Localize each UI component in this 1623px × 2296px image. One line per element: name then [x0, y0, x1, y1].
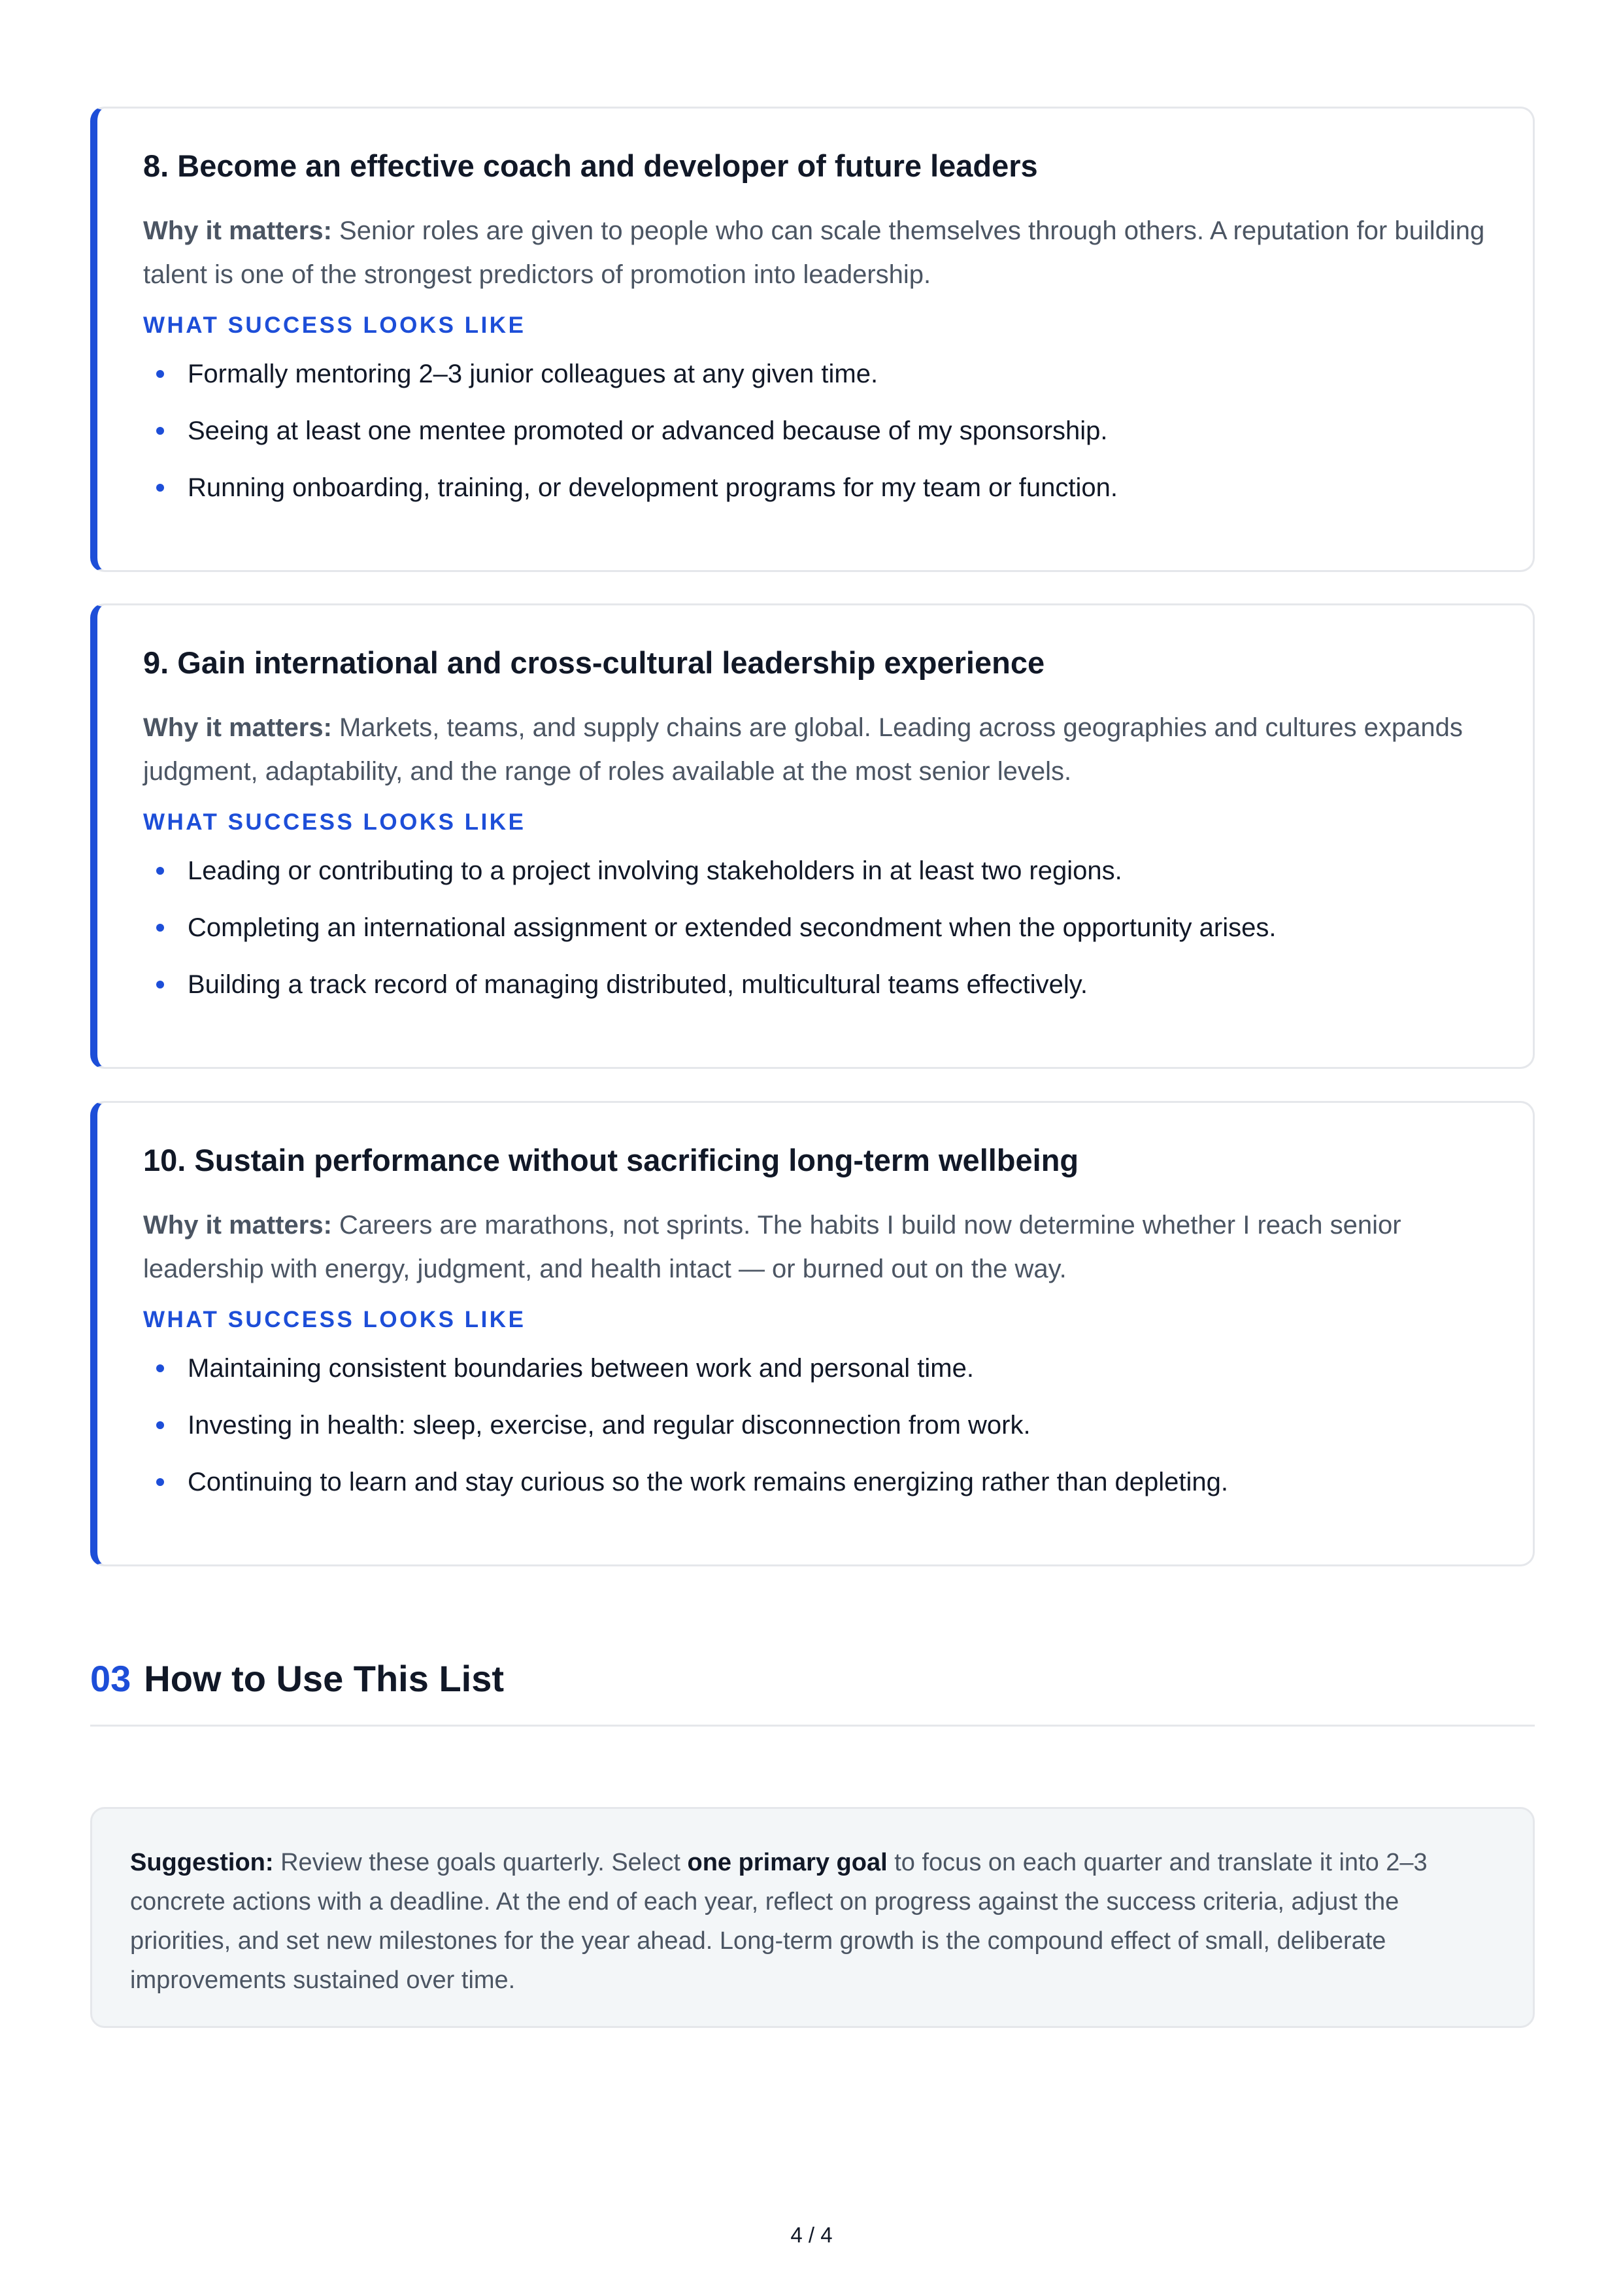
success-item-text: Continuing to learn and stay curious so the work remains energizing rather than depleting. — [188, 1468, 1229, 1497]
why-label: Why it matters: — [143, 713, 332, 743]
success-item — [143, 1351, 1487, 1385]
suggestion-label: Suggestion: — [130, 1849, 274, 1876]
success-list — [143, 854, 1487, 1002]
success-item-text: Completing an international assignment or extended secondment when the opportunity arises. — [188, 913, 1277, 943]
why-text: Careers are marathons, not sprints. The habits I build now determine whether I reach senior leadership with energy, judgment, and health intact — or burned out on the way. — [143, 1211, 1401, 1284]
page-number: 4 / 4 — [790, 2223, 833, 2247]
bullet-icon — [156, 981, 164, 988]
bullet-icon — [156, 924, 164, 932]
goal-title: 10. Sustain performance without sacrificing long-term wellbeing — [143, 1143, 1079, 1177]
bullet-icon — [156, 1421, 164, 1429]
section-number: 03 — [90, 1658, 131, 1699]
success-item — [143, 911, 1487, 945]
bullet-icon — [156, 867, 164, 875]
success-item — [143, 357, 1487, 391]
section-heading — [90, 1657, 1535, 1727]
why-it-matters — [143, 209, 1487, 297]
success-heading: WHAT SUCCESS LOOKS LIKE — [143, 1307, 526, 1333]
success-list — [143, 1351, 1487, 1499]
why-label: Why it matters: — [143, 216, 332, 246]
success-heading: WHAT SUCCESS LOOKS LIKE — [143, 809, 526, 836]
success-item — [143, 471, 1487, 505]
success-item-text: Formally mentoring 2–3 junior colleagues at any given time. — [188, 360, 878, 389]
bullet-icon — [156, 427, 164, 435]
suggestion-note — [90, 1807, 1535, 2028]
success-item — [143, 854, 1487, 888]
success-item — [143, 968, 1487, 1002]
goal-card-9 — [90, 603, 1535, 1069]
bullet-icon — [156, 1364, 164, 1372]
success-item — [143, 414, 1487, 448]
bullet-icon — [156, 370, 164, 378]
why-text: Markets, teams, and supply chains are global. Leading across geographies and cultures expands judgment, adaptability, and the range of roles available at the most senior levels. — [143, 713, 1463, 786]
success-item-text: Maintaining consistent boundaries between work and personal time. — [188, 1354, 974, 1383]
suggestion-emphasis: one primary goal — [687, 1849, 888, 1876]
bullet-icon — [156, 1478, 164, 1486]
goal-card-8 — [90, 107, 1535, 572]
success-list — [143, 357, 1487, 505]
success-item — [143, 1408, 1487, 1442]
goal-card-10 — [90, 1101, 1535, 1566]
success-item-text: Building a track record of managing distributed, multicultural teams effectively. — [188, 970, 1088, 1000]
success-item-text: Seeing at least one mentee promoted or advanced because of my sponsorship. — [188, 416, 1108, 446]
goal-title: 8. Become an effective coach and developer of future leaders — [143, 148, 1038, 183]
suggestion-text: Review these goals quarterly. Select — [273, 1849, 688, 1876]
section-title: How to Use This List — [144, 1658, 504, 1699]
why-it-matters — [143, 706, 1487, 794]
success-item-text: Investing in health: sleep, exercise, and regular disconnection from work. — [188, 1411, 1031, 1440]
success-item — [143, 1465, 1487, 1499]
bullet-icon — [156, 484, 164, 492]
success-item-text: Running onboarding, training, or development programs for my team or function. — [188, 473, 1118, 503]
success-heading: WHAT SUCCESS LOOKS LIKE — [143, 312, 526, 339]
why-label: Why it matters: — [143, 1211, 332, 1240]
goal-title: 9. Gain international and cross-cultural leadership experience — [143, 645, 1045, 680]
success-item-text: Leading or contributing to a project involving stakeholders in at least two regions. — [188, 856, 1122, 886]
why-it-matters — [143, 1204, 1487, 1291]
why-text: Senior roles are given to people who can scale themselves through others. A reputation for building talent is one of the strongest predictors of promotion into leadership. — [143, 216, 1485, 290]
suggestion-text-continued: to focus on each quarter and translate it into 2–3 concrete actions with a deadline. At the end of each year, reflect on progress against the success criteria, adjust the priorities, and set new milestones for the year ahead. Long-term growth is the compound effect of small, deliberate improvements sustained over time. — [130, 1849, 1428, 1994]
